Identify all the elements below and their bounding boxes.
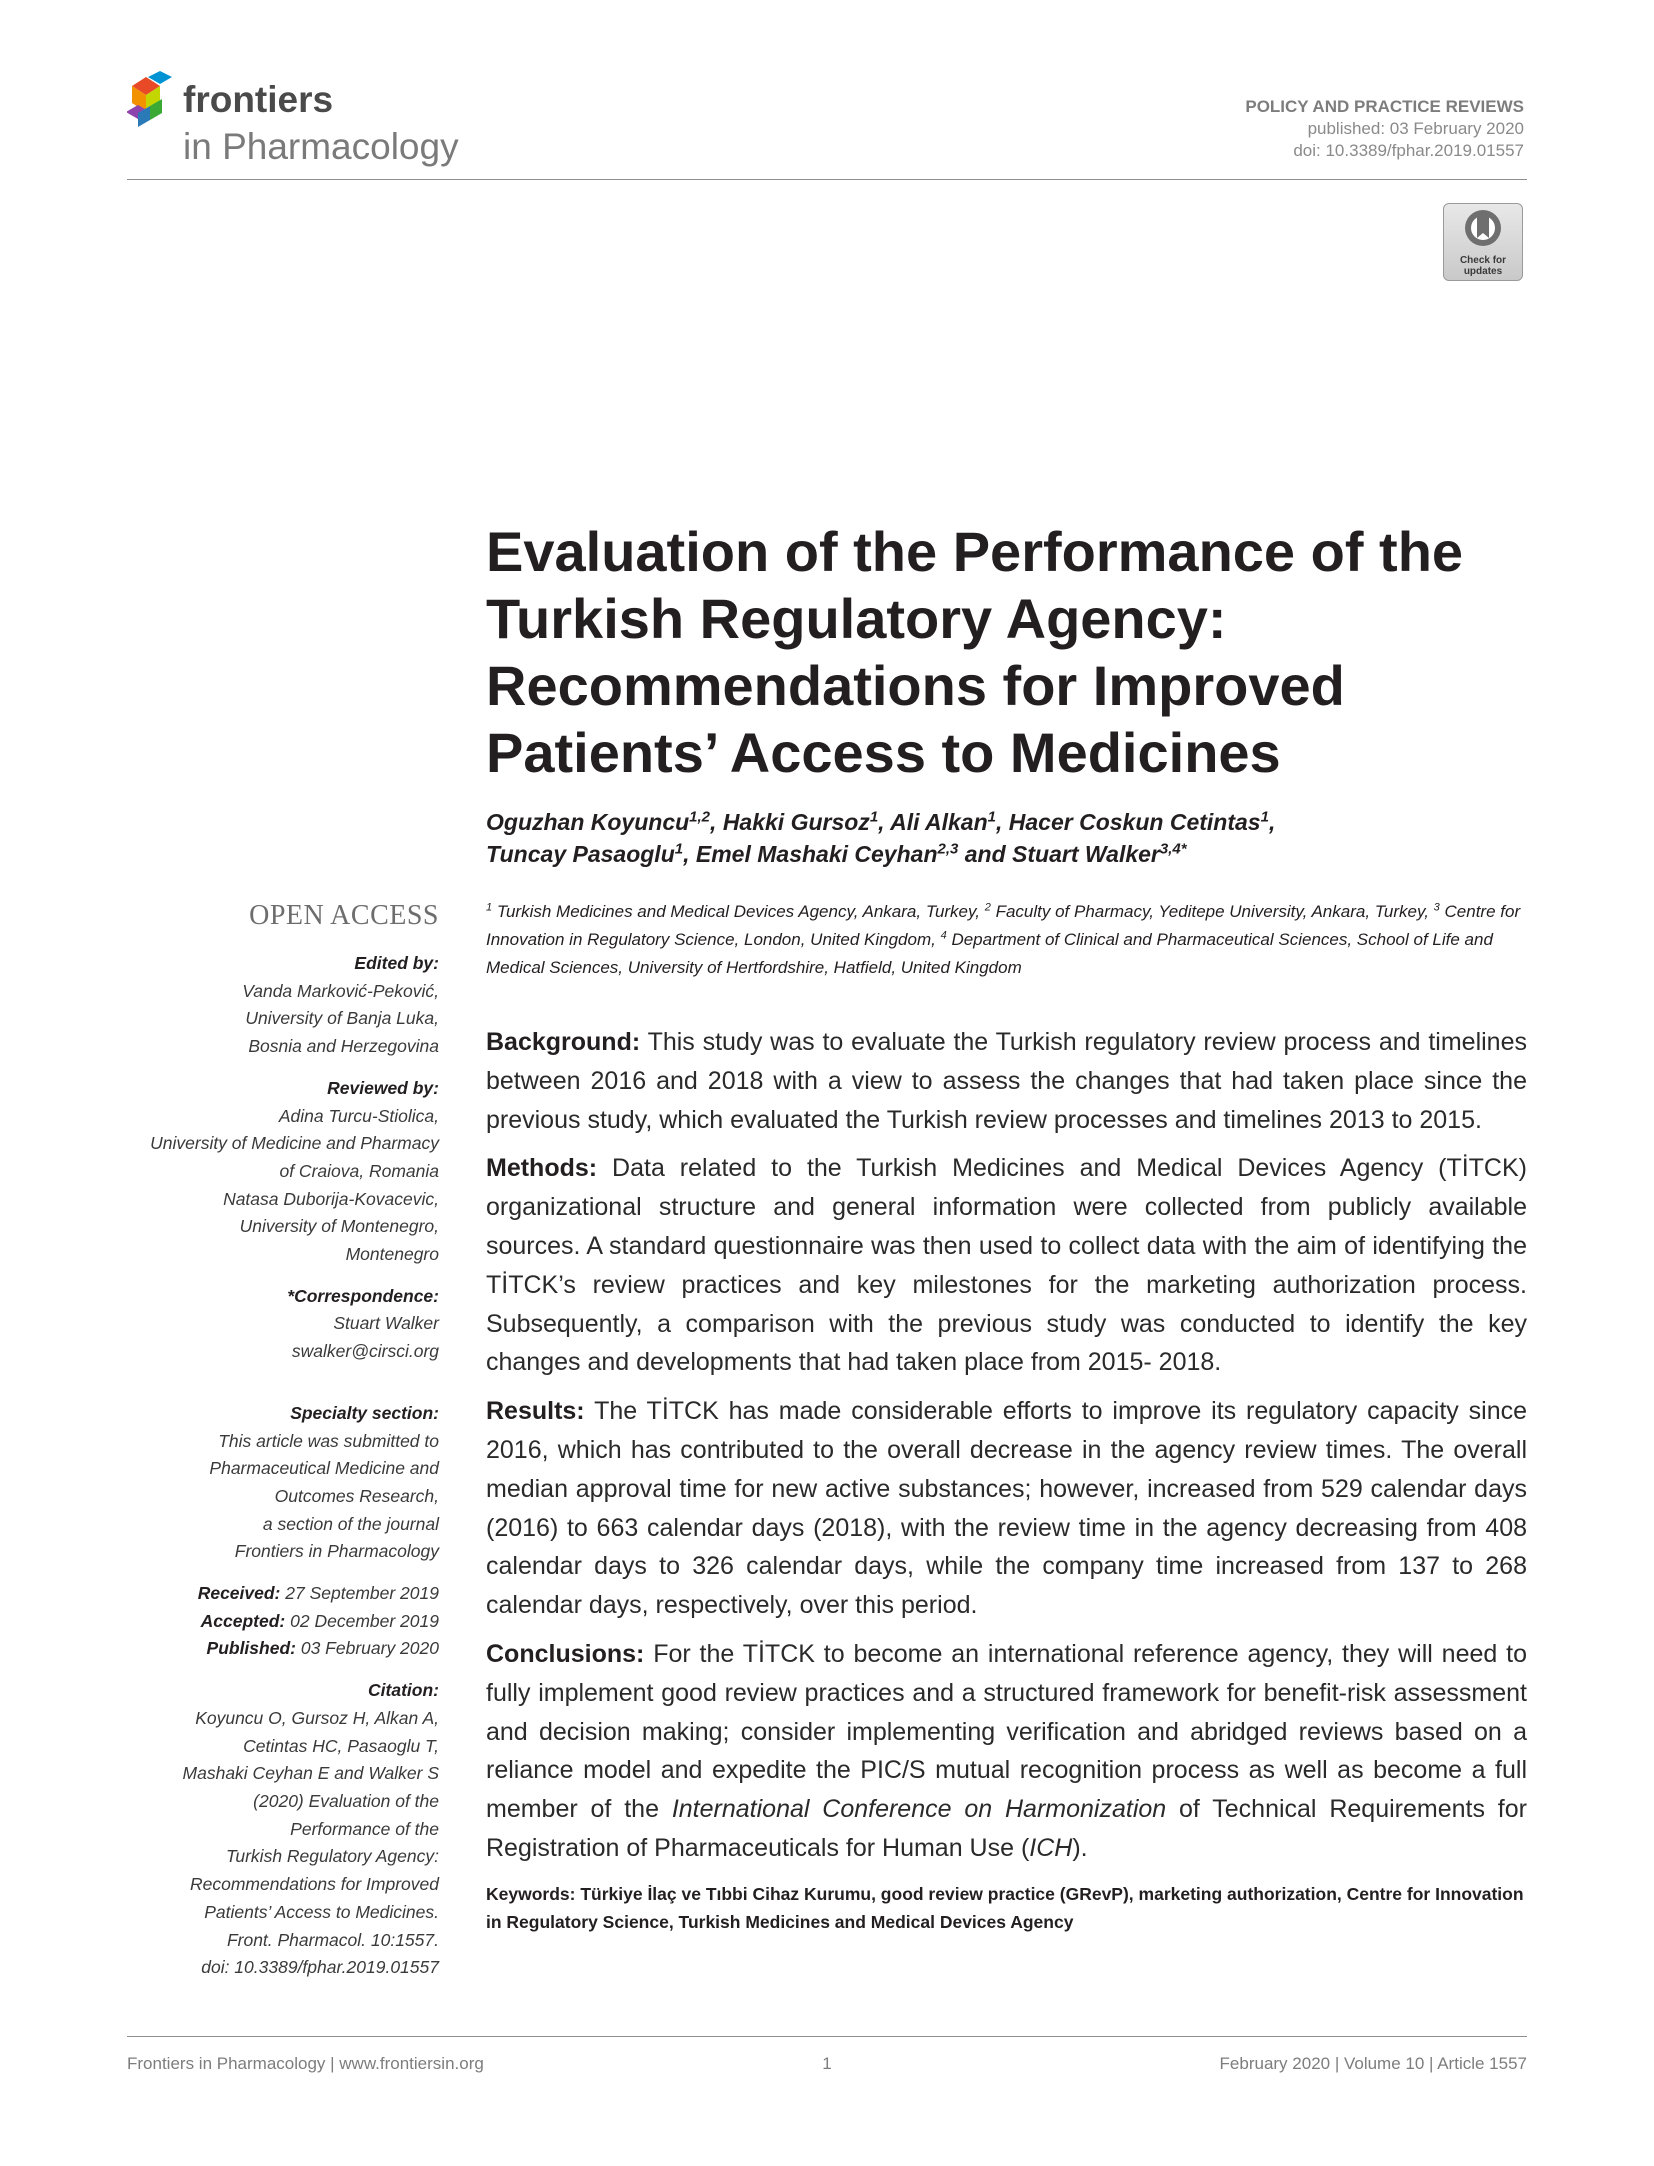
author-affiliation-marker: 1 [869,808,879,826]
open-access-label: OPEN ACCESS [249,900,439,931]
bookmark-ribbon-icon [1463,208,1503,248]
affiliation-text: Faculty of Pharmacy, Yeditepe University, Ankara, Turkey, [995,902,1434,921]
doi[interactable]: doi: 10.3389/fphar.2019.01557 [1293,141,1524,160]
abstract-background [486,1023,1527,1139]
correspondence-section [127,1283,439,1366]
author-name[interactable]: Hacer Coskun Cetintas [1008,809,1261,835]
citation-line: Performance of the [290,1818,439,1839]
results-text: The TİTCK has made considerable efforts to improve its regulatory capacity since 2016, which has contributed to the overall decrease in the agency review times. The overall median approval time for new active substances; however, increased from 529 calendar days (2016) to 663 calendar days (2018), with the review time in the agency decreasing from 408 calendar days to 326 calendar days, while the company time increased from 137 to 268 calendar days, respectively, over this period. [486,1397,1527,1620]
citation-line: Mashaki Ceyhan E and Walker S [182,1763,439,1784]
affiliation-number: 4 [940,929,947,942]
specialty-line: This article was submitted to [218,1430,439,1451]
frontiers-logo-icon [127,68,487,178]
abstract-results [486,1392,1527,1625]
published-date: published: 03 February 2020 [1307,119,1524,138]
affiliation-text: Turkish Medicines and Medical Devices Agency, Ankara, Turkey, [496,902,985,921]
author-separator: and [958,841,1013,867]
author-affiliation-marker: 1 [987,808,996,826]
reviewed-by-line: Montenegro [345,1244,439,1265]
specialty-section [127,1400,439,1566]
page-number: 1 [822,2054,832,2073]
accepted-value: 02 December 2019 [290,1610,439,1631]
citation-label: Citation: [368,1680,439,1701]
accepted-label: Accepted: [200,1610,286,1631]
citation-line: Recommendations for Improved [190,1874,439,1895]
specialty-line: Pharmaceutical Medicine and [209,1458,439,1479]
affiliation-number: 1 [486,901,493,914]
specialty-line: a section of the journal [262,1513,439,1534]
methods-text: Data related to the Turkish Medicines and Medical Devices Agency (TİTCK) organizational structure and general information were collected from publicly available sources. A standard questionnaire was then used to collect data with the aim of identifying the TİTCK’s review practices and key milestones for the marketing authorization process. Subsequently, a comparison with the previous study was conducted to identify the key changes and developments that had taken place from 2015- 2018. [486,1154,1527,1377]
article-type: POLICY AND PRACTICE REVIEWS [1245,97,1524,116]
citation-line: Koyuncu O, Gursoz H, Alkan A, [195,1707,439,1728]
author-separator: , [996,809,1009,835]
edited-by-line: Bosnia and Herzegovina [248,1036,439,1057]
keywords: Keywords: Türkiye İlaç ve Tıbbi Cihaz Kurumu, good review practice (GRevP), marketing authorization, Centre for Innovation in Regulatory Science, Turkish Medicines and Medical Devices Agency [486,1883,1524,1932]
conclusions-label: Conclusions: [486,1639,645,1668]
article-sidebar [127,900,439,1996]
abstract-conclusions [486,1635,1527,1868]
methods-label: Methods: [486,1154,598,1183]
journal-logo [127,68,487,178]
abstract [486,1023,1527,1936]
reviewed-by-line: University of Montenegro, [239,1216,439,1237]
edited-by-line: Vanda Marković-Peković, [242,980,439,1001]
conclusions-text-mid: of Technical Requirements for Registration of Pharmaceuticals for Human Use ( [486,1795,1527,1862]
background-label: Background: [486,1028,641,1056]
ich-full-name: International Conference on Harmonization [671,1795,1167,1824]
author-name[interactable]: Tuncay Pasaoglu [486,841,675,867]
author-separator: , [710,809,723,835]
author-name[interactable]: Emel Mashaki Ceyhan [695,841,938,867]
author-separator: , [1268,809,1276,835]
svg-text:frontiers: frontiers [183,79,334,120]
accepted-date [127,1608,439,1636]
author-affiliation-marker: 1,2 [689,808,711,826]
reviewed-by-line: of Craiova, Romania [279,1160,439,1181]
background-text: This study was to evaluate the Turkish regulatory review process and timelines between 2016 and 2018 with a view to assess the changes that had taken place since the previous study, which evaluated the Turkish review processes and timelines 2013 to 2015. [486,1028,1527,1134]
specialty-label: Specialty section: [290,1402,439,1423]
author-name[interactable]: Stuart Walker [1012,841,1160,867]
published-label: Published: [206,1638,296,1659]
author-name[interactable]: Ali Alkan [890,809,988,835]
affiliation-list [486,898,1526,982]
author-separator: , [878,809,891,835]
published-date [127,1635,439,1663]
affiliation-number: 2 [984,901,991,914]
author-name[interactable]: Oguzhan Koyuncu [486,809,690,835]
conclusions-text: For the TİTCK to become an international reference agency, they will need to fully implement good review practices and a structured framework for benefit-risk assessment and decision making; consider implementing verification and abridged reviews based on a reliance model and expedite the PIC/S mutual recognition process as well as become a full member of the [486,1639,1527,1824]
affiliation-text: Centre for Innovation in Regulatory Science, London, United Kingdom, [486,902,1521,949]
citation-section [127,1677,439,1982]
reviewed-by-line: Natasa Duborija-Kovacevic, [223,1188,439,1209]
footer-journal-link[interactable]: Frontiers in Pharmacology | www.frontiersin.org [127,2054,484,2073]
edited-by-section [127,950,439,1061]
footer-issue-info: February 2020 | Volume 10 | Article 1557 [1219,2054,1527,2073]
reviewed-by-section [127,1075,439,1269]
author-name[interactable]: Hakki Gursoz [722,809,870,835]
reviewed-by-line: Adina Turcu-Stiolica, [278,1105,439,1126]
reviewed-by-line: University of Medicine and Pharmacy [150,1133,439,1154]
author-affiliation-marker: 1 [1260,808,1269,826]
svg-text:in Pharmacology: in Pharmacology [183,126,459,167]
header-divider [127,179,1527,180]
abstract-methods [486,1149,1527,1382]
author-list [486,806,1526,870]
edited-by-line: University of Banja Luka, [245,1008,439,1029]
received-label: Received: [197,1583,281,1604]
article-meta [1245,96,1524,162]
correspondence-name: Stuart Walker [333,1313,439,1334]
author-affiliation-marker: 2,3 [937,840,959,858]
citation-line: Patients’ Access to Medicines. [204,1901,439,1922]
check-for-updates-badge[interactable] [1443,203,1523,281]
footer-divider [127,2036,1527,2037]
correspondence-label: *Correspondence: [287,1285,439,1306]
affiliation-text: Department of Clinical and Pharmaceutical Sciences, School of Life and Medical Sciences, University of Hertfordshire, Hatfield, United Kingdom [486,930,1493,977]
affiliation-number: 3 [1433,901,1440,914]
reviewed-by-label: Reviewed by: [327,1077,439,1098]
ich-abbreviation: ICH [1029,1833,1073,1862]
citation-line: Front. Pharmacol. 10:1557. [226,1929,439,1950]
citation-line: (2020) Evaluation of the [253,1790,439,1811]
published-value: 03 February 2020 [300,1638,439,1659]
check-for-updates-label: Check for updates [1459,255,1507,277]
edited-by-label: Edited by: [354,953,439,973]
received-value: 27 September 2019 [285,1583,439,1604]
article-title: Evaluation of the Performance of the Turkish Regulatory Agency: Recommendations for Improved Patients’ Access to Medicines [486,520,1464,784]
citation-doi[interactable]: doi: 10.3389/fphar.2019.01557 [201,1957,439,1978]
conclusions-text-end: ). [1072,1833,1088,1862]
author-separator: , [683,841,696,867]
citation-line: Turkish Regulatory Agency: [225,1846,439,1867]
specialty-line: Outcomes Research, [274,1485,439,1506]
author-affiliation-marker: 3,4* [1159,840,1187,858]
specialty-line: Frontiers in Pharmacology [234,1541,439,1562]
results-label: Results: [486,1397,585,1426]
dates-section [127,1580,439,1663]
citation-line: Cetintas HC, Pasaoglu T, [243,1735,439,1756]
author-affiliation-marker: 1 [674,840,684,858]
correspondence-email[interactable]: swalker@cirsci.org [291,1341,439,1362]
received-date [127,1580,439,1608]
